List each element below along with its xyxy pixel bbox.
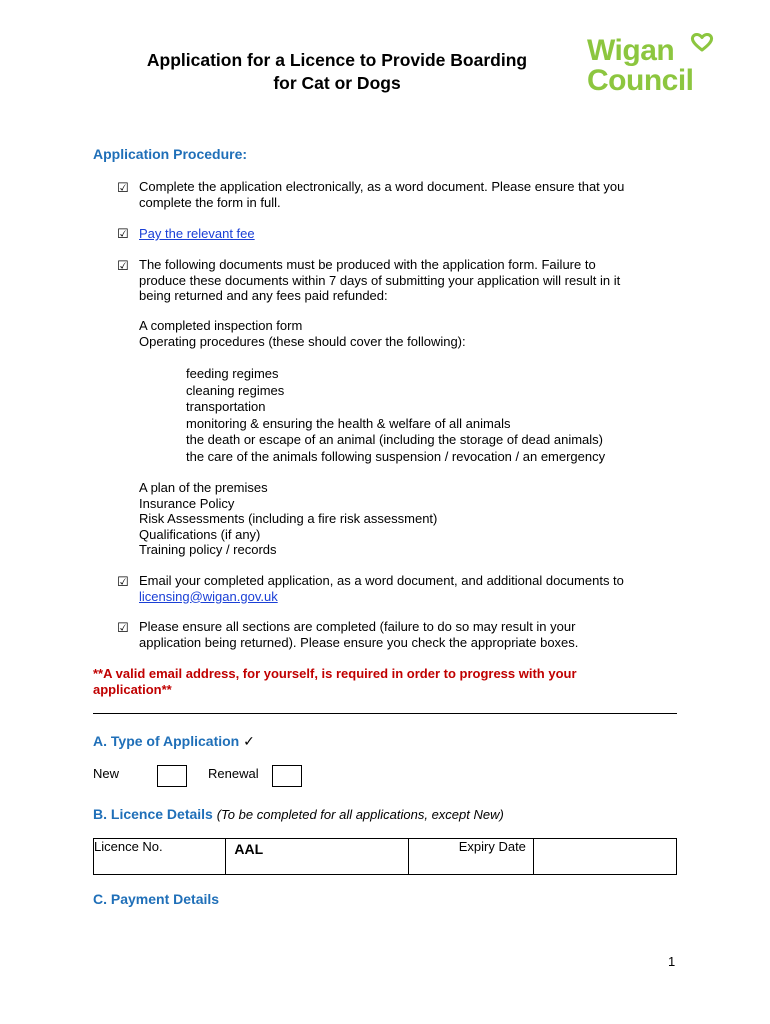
list-item: the care of the animals following suspension / revocation / an emergency: [186, 448, 606, 464]
procedure-item-complete-form: Complete the application electronically, as a word document. Please ensure that you complete the form in full.: [139, 179, 625, 210]
list-item: A plan of the premises: [139, 480, 268, 495]
page-title: [92, 49, 582, 95]
licence-no-label: Licence No.: [94, 839, 226, 875]
list-item: A completed inspection form: [139, 318, 303, 333]
documents-list-a: [139, 318, 466, 349]
logo-text-council: Council: [587, 64, 694, 97]
payment-details-heading: C. Payment Details: [93, 891, 220, 907]
list-item: Operating procedures (these should cover the following):: [139, 333, 466, 349]
checkbox-icon: ☑: [117, 180, 129, 195]
heart-icon: [690, 32, 714, 52]
procedure-item-documents: The following documents must be produced with the application form. Failure to produce these documents within 7 days of submitting your application will result in it being returned and any fees paid refunded:: [139, 257, 621, 303]
expiry-date-label: Expiry Date: [409, 839, 534, 875]
list-item: the death or escape of an animal (including the storage of dead animals): [186, 432, 603, 447]
tick-icon: ✓: [243, 733, 255, 749]
checkbox-icon: ☑: [117, 258, 129, 273]
option-new-label: New: [93, 766, 120, 781]
list-item: Insurance Policy: [139, 495, 235, 511]
list-item: Risk Assessments (including a fire risk assessment): [139, 511, 438, 526]
checkbox-icon: ☑: [117, 226, 129, 241]
procedure-item-complete-sections: Please ensure all sections are completed (failure to do so may result in your application being returned). Please ensure you check the appropriate boxes.: [139, 619, 579, 650]
list-item: cleaning regimes: [186, 382, 285, 398]
expiry-date-field[interactable]: [533, 839, 676, 875]
page-number: 1: [668, 954, 676, 969]
title-line-1: Application for a Licence to Provide Boarding: [146, 50, 528, 70]
type-of-application-heading: A. Type of Application ✓: [93, 733, 255, 749]
licence-no-field[interactable]: AAL: [226, 839, 409, 875]
operating-procedures-list: [186, 366, 605, 465]
procedure-item-pay-fee: [139, 226, 684, 242]
licensing-email-link[interactable]: licensing@wigan.gov.uk: [139, 588, 278, 604]
documents-list-b: [139, 480, 437, 558]
title-line-2: for Cat or Dogs: [273, 73, 401, 93]
list-item: Qualifications (if any): [139, 526, 261, 542]
section-divider: [93, 713, 677, 714]
table-row: [94, 839, 677, 875]
email-required-warning: **A valid email address, for yourself, is required in order to progress with your application**: [93, 666, 577, 697]
procedure-item-email: Email your completed application, as a word document, and additional documents to licensing@wigan.gov.uk: [139, 573, 624, 604]
licence-details-heading: B. Licence Details (To be completed for all applications, except New): [93, 806, 504, 822]
list-item: feeding regimes: [186, 366, 279, 381]
list-item: transportation: [186, 399, 266, 414]
new-checkbox[interactable]: [157, 765, 187, 787]
wigan-council-logo: [585, 30, 725, 102]
licence-details-note: (To be completed for all applications, except New): [216, 807, 504, 822]
list-item: monitoring & ensuring the health & welfare of all animals: [186, 415, 511, 431]
licence-details-table: [93, 838, 677, 875]
option-renewal-label: Renewal: [208, 766, 259, 781]
pay-fee-link[interactable]: Pay the relevant fee: [139, 226, 255, 241]
list-item: Training policy / records: [139, 542, 277, 557]
logo-text-wigan: Wigan: [587, 34, 675, 67]
checkbox-icon: ☑: [117, 574, 129, 589]
checkbox-icon: ☑: [117, 620, 129, 635]
renewal-checkbox[interactable]: [272, 765, 302, 787]
application-procedure-heading: Application Procedure:: [93, 146, 248, 162]
